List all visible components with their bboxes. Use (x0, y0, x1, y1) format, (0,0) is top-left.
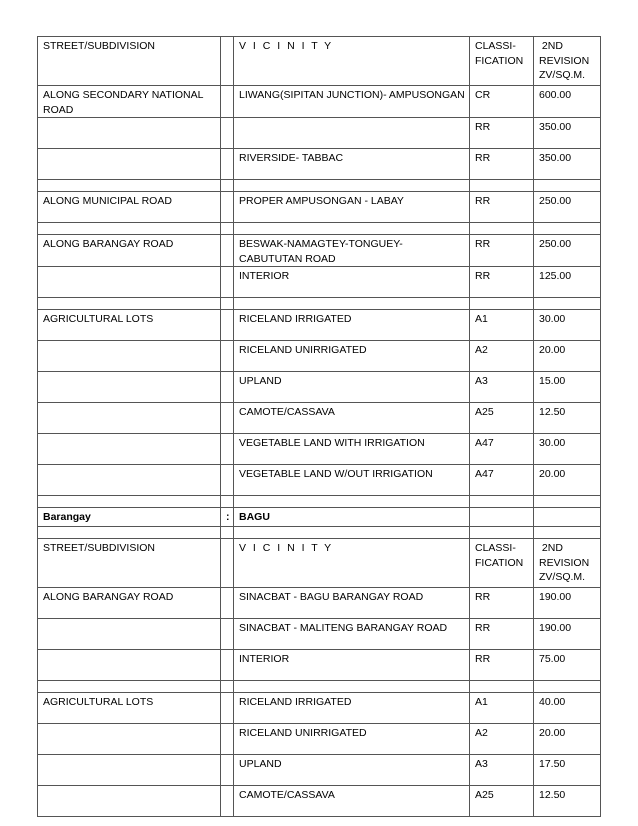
classification-cell: A3 (470, 372, 534, 403)
table-row (38, 192, 601, 223)
street-cell (38, 619, 221, 650)
vicinity-cell: RICELAND IRRIGATED (234, 310, 470, 341)
classification-cell: A47 (470, 434, 534, 465)
vicinity-cell: SINACBAT - MALITENG BARANGAY ROAD (234, 619, 470, 650)
street-cell (38, 403, 221, 434)
zonal-value-cell: 40.00 (534, 693, 601, 724)
zonal-value-cell: 20.00 (534, 465, 601, 496)
street-cell (38, 372, 221, 403)
zonal-value-cell: 20.00 (534, 341, 601, 372)
street-cell (38, 434, 221, 465)
blank-row (38, 681, 601, 693)
zonal-value-cell: 250.00 (534, 235, 601, 267)
street-cell: AGRICULTURAL LOTS (38, 310, 221, 341)
vicinity-cell: LIWANG(SIPITAN JUNCTION)- AMPUSONGAN (234, 86, 470, 118)
spacer-cell (221, 755, 234, 786)
classification-cell: A47 (470, 465, 534, 496)
column-header-vicinity: V I C I N I T Y (234, 539, 470, 588)
vicinity-cell: CAMOTE/CASSAVA (234, 403, 470, 434)
classification-cell: A2 (470, 724, 534, 755)
zonal-value-cell: 12.50 (534, 786, 601, 817)
vicinity-cell: RIVERSIDE- TABBAC (234, 149, 470, 180)
spacer-cell (221, 588, 234, 619)
blank-cell (534, 298, 601, 310)
vicinity-cell: SINACBAT - BAGU BARANGAY ROAD (234, 588, 470, 619)
blank-cell (38, 681, 221, 693)
vicinity-cell: UPLAND (234, 755, 470, 786)
zonal-value-cell: 17.50 (534, 755, 601, 786)
table-row (38, 118, 601, 149)
spacer-cell (221, 650, 234, 681)
blank-cell (221, 681, 234, 693)
table-row (38, 588, 601, 619)
table-row (38, 341, 601, 372)
vicinity-cell: UPLAND (234, 372, 470, 403)
street-cell: ALONG MUNICIPAL ROAD (38, 192, 221, 223)
blank-cell (470, 298, 534, 310)
classification-cell: RR (470, 267, 534, 298)
spacer-cell (221, 539, 234, 588)
barangay-name: BAGU (234, 508, 470, 527)
classification-cell: A3 (470, 755, 534, 786)
header-row (38, 539, 601, 588)
header-row (38, 37, 601, 86)
blank-cell (534, 223, 601, 235)
spacer-cell (221, 434, 234, 465)
blank-cell (221, 527, 234, 539)
table-row (38, 86, 601, 118)
classification-cell: A2 (470, 341, 534, 372)
classification-cell: A1 (470, 310, 534, 341)
blank-cell (470, 508, 534, 527)
spacer-cell (221, 724, 234, 755)
classification-cell: A25 (470, 786, 534, 817)
vicinity-cell: INTERIOR (234, 267, 470, 298)
zonal-value-cell: 350.00 (534, 149, 601, 180)
table-row (38, 465, 601, 496)
spacer-cell (221, 403, 234, 434)
blank-cell (38, 496, 221, 508)
street-cell (38, 755, 221, 786)
street-cell: ALONG BARANGAY ROAD (38, 235, 221, 267)
column-header-classification: CLASSI- FICATION (470, 37, 534, 86)
vicinity-cell: RICELAND UNIRRIGATED (234, 341, 470, 372)
blank-cell (38, 527, 221, 539)
spacer-cell (221, 118, 234, 149)
vicinity-cell: VEGETABLE LAND W/OUT IRRIGATION (234, 465, 470, 496)
table-row (38, 403, 601, 434)
classification-cell: A1 (470, 693, 534, 724)
table-row (38, 434, 601, 465)
blank-cell (38, 223, 221, 235)
table-row (38, 372, 601, 403)
spacer-cell (221, 192, 234, 223)
street-cell (38, 149, 221, 180)
vicinity-cell: BESWAK-NAMAGTEY-TONGUEY-CABUTUTAN ROAD (234, 235, 470, 267)
zonal-value-cell: 190.00 (534, 619, 601, 650)
spacer-cell (221, 786, 234, 817)
vicinity-cell: CAMOTE/CASSAVA (234, 786, 470, 817)
street-cell (38, 267, 221, 298)
blank-cell (534, 508, 601, 527)
table-row (38, 693, 601, 724)
classification-cell: RR (470, 588, 534, 619)
table-row (38, 619, 601, 650)
zonal-value-cell: 20.00 (534, 724, 601, 755)
blank-cell (470, 180, 534, 192)
vicinity-cell (234, 118, 470, 149)
blank-cell (534, 527, 601, 539)
blank-cell (234, 527, 470, 539)
blank-cell (221, 223, 234, 235)
vicinity-cell: INTERIOR (234, 650, 470, 681)
street-cell (38, 118, 221, 149)
street-cell: ALONG BARANGAY ROAD (38, 588, 221, 619)
zonal-value-cell: 600.00 (534, 86, 601, 118)
spacer-cell (221, 37, 234, 86)
spacer-cell (221, 86, 234, 118)
blank-row (38, 223, 601, 235)
column-header-street: STREET/SUBDIVISION (38, 37, 221, 86)
column-header-street: STREET/SUBDIVISION (38, 539, 221, 588)
spacer-cell (221, 341, 234, 372)
spacer-cell (221, 149, 234, 180)
vicinity-cell: PROPER AMPUSONGAN - LABAY (234, 192, 470, 223)
blank-cell (234, 223, 470, 235)
table-row (38, 724, 601, 755)
blank-cell (221, 496, 234, 508)
barangay-colon: : (221, 508, 234, 527)
blank-cell (470, 223, 534, 235)
blank-cell (234, 298, 470, 310)
spacer-cell (221, 267, 234, 298)
vicinity-cell: VEGETABLE LAND WITH IRRIGATION (234, 434, 470, 465)
column-header-zonal-value: 2ND REVISION ZV/SQ.M. (534, 539, 601, 588)
column-header-vicinity: V I C I N I T Y (234, 37, 470, 86)
blank-cell (234, 496, 470, 508)
blank-cell (221, 180, 234, 192)
classification-cell: RR (470, 235, 534, 267)
classification-cell: RR (470, 619, 534, 650)
blank-cell (470, 496, 534, 508)
classification-cell: CR (470, 86, 534, 118)
blank-row (38, 527, 601, 539)
spacer-cell (221, 619, 234, 650)
spacer-cell (221, 310, 234, 341)
table-body (38, 37, 601, 817)
table-row (38, 310, 601, 341)
classification-cell: RR (470, 192, 534, 223)
street-cell: AGRICULTURAL LOTS (38, 693, 221, 724)
spacer-cell (221, 235, 234, 267)
zonal-value-cell: 190.00 (534, 588, 601, 619)
street-cell (38, 724, 221, 755)
column-header-classification: CLASSI- FICATION (470, 539, 534, 588)
zonal-value-table (37, 36, 601, 817)
blank-cell (534, 496, 601, 508)
zonal-value-cell: 125.00 (534, 267, 601, 298)
street-cell (38, 786, 221, 817)
vicinity-cell: RICELAND UNIRRIGATED (234, 724, 470, 755)
blank-cell (234, 681, 470, 693)
blank-cell (234, 180, 470, 192)
zonal-value-cell: 12.50 (534, 403, 601, 434)
zonal-value-cell: 30.00 (534, 310, 601, 341)
spacer-cell (221, 372, 234, 403)
table-row (38, 786, 601, 817)
blank-cell (534, 681, 601, 693)
table-row (38, 755, 601, 786)
table-row (38, 650, 601, 681)
classification-cell: RR (470, 149, 534, 180)
table-row (38, 235, 601, 267)
blank-cell (38, 298, 221, 310)
blank-cell (38, 180, 221, 192)
blank-row (38, 298, 601, 310)
street-cell: ALONG SECONDARY NATIONAL ROAD (38, 86, 221, 118)
zonal-value-cell: 15.00 (534, 372, 601, 403)
column-header-zonal-value: 2ND REVISION ZV/SQ.M. (534, 37, 601, 86)
blank-cell (221, 298, 234, 310)
blank-row (38, 496, 601, 508)
classification-cell: RR (470, 650, 534, 681)
classification-cell: RR (470, 118, 534, 149)
barangay-row (38, 508, 601, 527)
blank-row (38, 180, 601, 192)
table-row (38, 149, 601, 180)
zonal-value-cell: 250.00 (534, 192, 601, 223)
zonal-value-cell: 350.00 (534, 118, 601, 149)
table-row (38, 267, 601, 298)
spacer-cell (221, 693, 234, 724)
blank-cell (470, 681, 534, 693)
blank-cell (470, 527, 534, 539)
classification-cell: A25 (470, 403, 534, 434)
vicinity-cell: RICELAND IRRIGATED (234, 693, 470, 724)
zonal-value-cell: 30.00 (534, 434, 601, 465)
street-cell (38, 465, 221, 496)
street-cell (38, 341, 221, 372)
street-cell (38, 650, 221, 681)
spacer-cell (221, 465, 234, 496)
blank-cell (534, 180, 601, 192)
barangay-label: Barangay (38, 508, 221, 527)
zonal-value-cell: 75.00 (534, 650, 601, 681)
